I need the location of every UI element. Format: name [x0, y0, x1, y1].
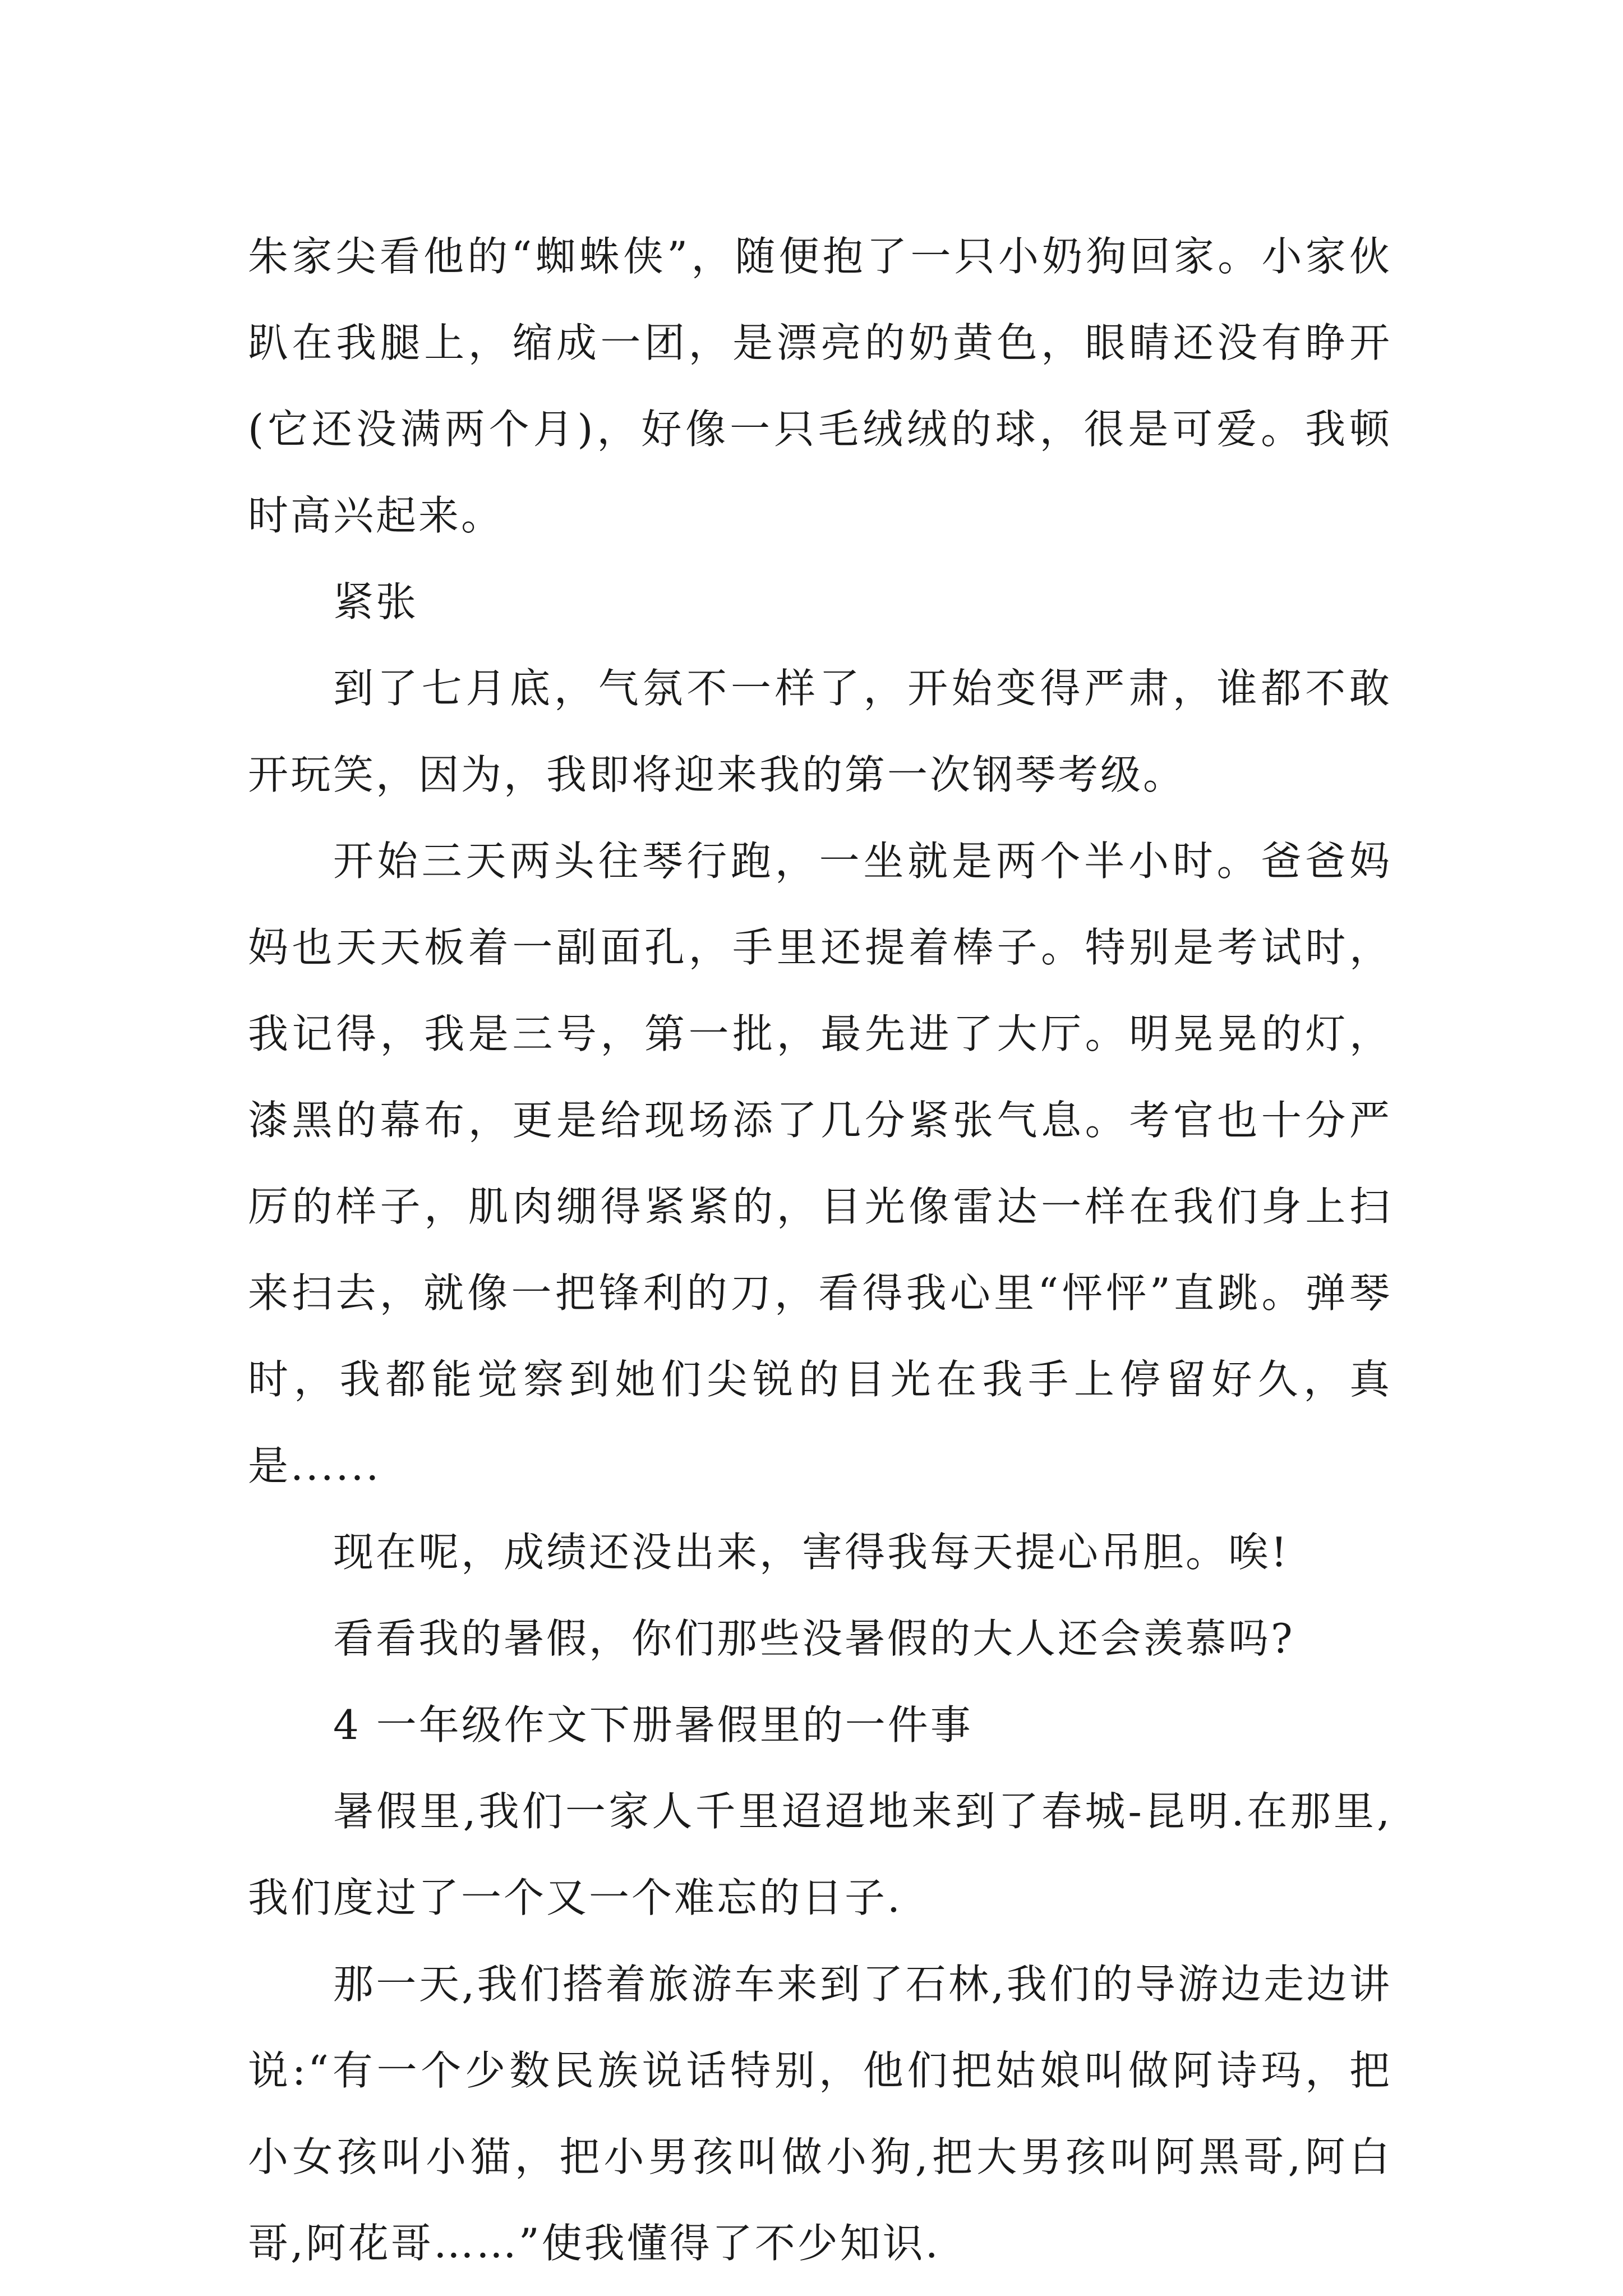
paragraph-july-end: 到了七月底，气氛不一样了，开始变得严肃，谁都不敢开玩笑，因为，我即将迎来我的第一次钢琴考级。 [248, 665, 1392, 798]
heading-nervous: 紧张 [333, 578, 419, 625]
paragraph-puppy: 朱家尖看他的“蜘蛛侠”，随便抱了一只小奶狗回家。小家伙趴在我腿上，缩成一团，是漂亮的奶黄色，眼睛还没有睁开(它还没满两个月)，好像一只毛绒绒的球，很是可爱。我顿时高兴起来。 [248, 233, 1392, 539]
paragraph-envy: 看看我的暑假，你们那些没暑假的大人还会羡慕吗? [333, 1615, 1295, 1662]
paragraph-results: 现在呢，成绩还没出来，害得我每天提心吊胆。唉! [333, 1529, 1289, 1576]
paragraph-piano-exam: 开始三天两头往琴行跑，一坐就是两个半小时。爸爸妈妈也天天板着一副面孔，手里还提着棒子。特别是考试时，我记得，我是三号，第一批，最先进了大厅。明晃晃的灯，漆黑的幕布，更是给现场添了几分紧张气息。考官也十分严厉的样子，肌肉绷得紧紧的，目光像雷达一样在我们身上扫来扫去，就像一把锋利的刀，看得我心里“怦怦”直跳。弹琴时，我都能觉察到她们尖锐的目光在我手上停留好久，真是...... [248, 838, 1392, 1489]
paragraph-stone-forest: 那一天,我们搭着旅游车来到了石林,我们的导游边走边讲说:“有一个少数民族说话特别，他们把姑娘叫做阿诗玛，把小女孩叫小猫，把小男孩叫做小狗,把大男孩叫阿黑哥,阿白哥,阿花哥……”使我懂得了不少知识. [248, 1961, 1392, 2267]
document-body [248, 213, 1392, 2286]
paragraph-kunming: 暑假里,我们一家人千里迢迢地来到了春城-昆明.在那里,我们度过了一个又一个难忘的日子. [248, 1788, 1392, 1921]
section-title-4: 4 一年级作文下册暑假里的一件事 [333, 1701, 973, 1749]
